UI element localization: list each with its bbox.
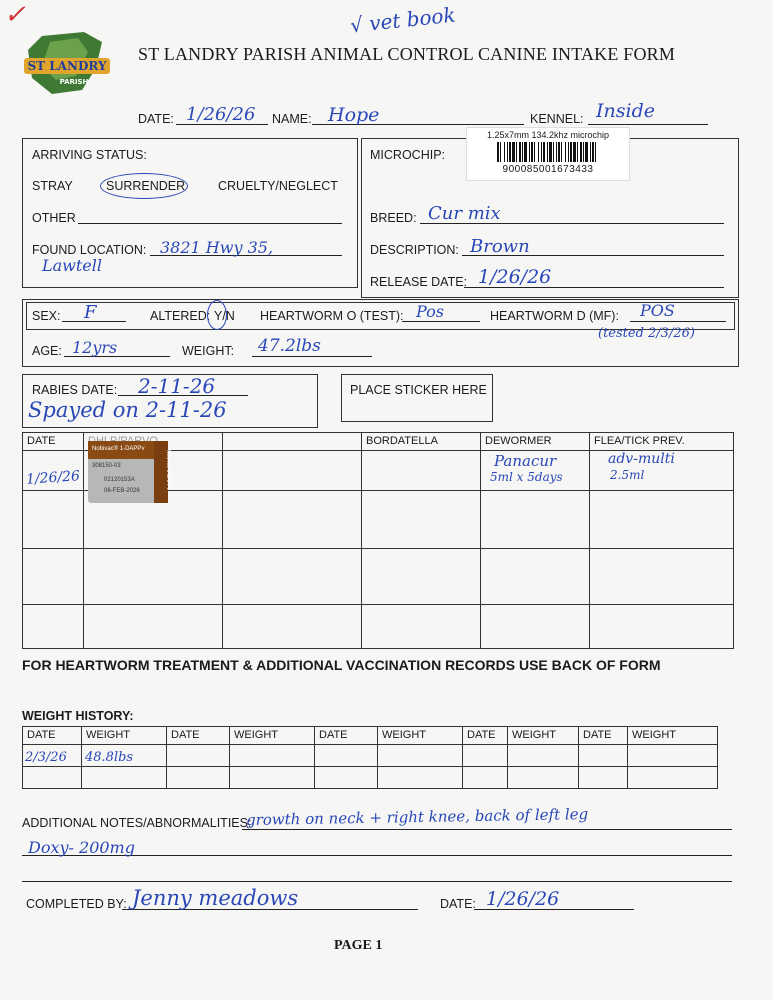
back-of-form-notice: FOR HEARTWORM TREATMENT & ADDITIONAL VACCINATION RECORDS USE BACK OF FORM [22,657,661,673]
col-date: DATE [23,433,84,451]
sex-label: SEX: [32,309,61,323]
form-title: ST LANDRY PARISH ANIMAL CONTROL CANINE INTAKE FORM [138,44,676,64]
check-mark: ✓ [4,0,26,30]
breed-label: BREED: [370,211,417,225]
wh-weight-5: WEIGHT [628,727,718,745]
kennel-label: KENNEL: [530,112,584,126]
stray-option: STRAY [32,179,73,193]
weight-value: 47.2lbs [258,336,321,356]
weight-label: WEIGHT: [182,344,235,358]
other-label: OTHER [32,211,76,225]
col-blank [223,433,362,451]
wh-weight-4: WEIGHT [508,727,579,745]
svg-text:ST LANDRY: ST LANDRY [27,59,107,73]
vaccine-sticker [88,441,172,503]
notes-label: ADDITIONAL NOTES/ABNORMALITIES: [22,816,252,830]
heartworm-o-label: HEARTWORM O (TEST): [260,309,404,323]
spay-note: Spayed on 2-11-26 [28,398,227,422]
parish-logo [22,28,112,100]
vaccine-brand: Nobivac® 1-DAPPv [92,446,145,452]
microchip-sticker [466,127,630,181]
weight-history-date: 2/3/26 [25,750,67,765]
dewormer-dose: 5ml x 5days [490,470,563,484]
wh-date-5: DATE [579,727,628,745]
vaccine-code: 308150-03 [92,463,121,469]
barcode-number: 900085001673433 [502,164,594,175]
arriving-title: ARRIVING STATUS: [32,148,147,162]
barcode-icon [497,142,599,162]
wh-date-4: DATE [463,727,508,745]
heartworm-d-value: POS [640,301,675,320]
notes-line-2: Doxy- 200mg [28,838,135,857]
wh-weight-1: WEIGHT [82,727,167,745]
svg-text:PARISH: PARISH [59,78,89,86]
cruelty-option: CRUELTY/NEGLECT [218,179,338,193]
microchip-label: MICROCHIP: [370,148,445,162]
heartworm-d-label: HEARTWORM D (MF): [490,309,619,323]
vaccine-row1-date: 1/26/26 [25,468,81,488]
microchip-caption: 1.25x7mm 134.2khz microchip [486,130,610,140]
found-location-label: FOUND LOCATION: [32,243,147,257]
weight-history-weight: 48.8lbs [85,750,134,765]
found-location-value-2: Lawtell [42,256,102,275]
sticker-placeholder-box [341,374,493,422]
release-date-value: 1/26/26 [478,266,552,288]
vaccine-side-label: Nobivac 1-DAPPv [165,449,172,491]
footer-date-value: 1/26/26 [486,888,560,910]
altered-y-circle [207,300,227,330]
col-bordatella: BORDATELLA [362,433,481,451]
wh-weight-3: WEIGHT [378,727,463,745]
heartworm-o-value: Pos [416,302,444,321]
wh-date-3: DATE [315,727,378,745]
rabies-date-label: RABIES DATE: [32,383,118,397]
dewormer-value: Panacur [494,452,557,470]
surrender-circle [100,173,188,199]
footer-date-label: DATE: [440,897,476,911]
description-value: Brown [470,236,530,257]
release-date-label: RELEASE DATE: [370,275,468,289]
heartworm-d-note: (tested 2/3/26) [598,326,695,341]
wh-weight-2: WEIGHT [230,727,315,745]
date-value: 1/26/26 [186,104,256,125]
surrender-option: SURRENDER [106,179,186,193]
page-number: PAGE 1 [334,938,383,953]
date-label: DATE: [138,112,174,126]
wh-date-1: DATE [23,727,82,745]
kennel-value: Inside [596,100,655,122]
description-label: DESCRIPTION: [370,243,459,257]
completed-by-value: Jenny meadows [132,886,299,910]
sticker-placeholder-label: PLACE STICKER HERE [350,383,487,397]
completed-by-label: COMPLETED BY: [26,897,127,911]
wh-date-2: DATE [167,727,230,745]
vaccine-exp: 06-FEB-2026 [104,488,140,494]
vet-book-note: √ vet book [349,2,457,38]
name-value: Hope [328,104,380,126]
found-location-value: 3821 Hwy 35, [160,238,274,257]
flea-tick-dose: 2.5ml [610,468,645,482]
notes-line-1: growth on neck + right knee, back of left leg [245,805,589,829]
rabies-date-value: 2-11-26 [138,374,216,398]
weight-history-title: WEIGHT HISTORY: [22,709,134,723]
altered-options: Y/N [214,309,235,323]
vaccine-serial: 02120153A [104,477,135,483]
col-dewormer: DEWORMER [481,433,590,451]
name-label: NAME: [272,112,312,126]
flea-tick-value: adv-multi [608,451,675,467]
breed-value: Cur mix [428,203,501,224]
age-value: 12yrs [72,338,118,357]
altered-label: ALTERED: [150,309,211,323]
sex-value: F [84,302,97,323]
age-label: AGE: [32,344,62,358]
col-flea-tick: FLEA/TICK PREV. [590,433,734,451]
